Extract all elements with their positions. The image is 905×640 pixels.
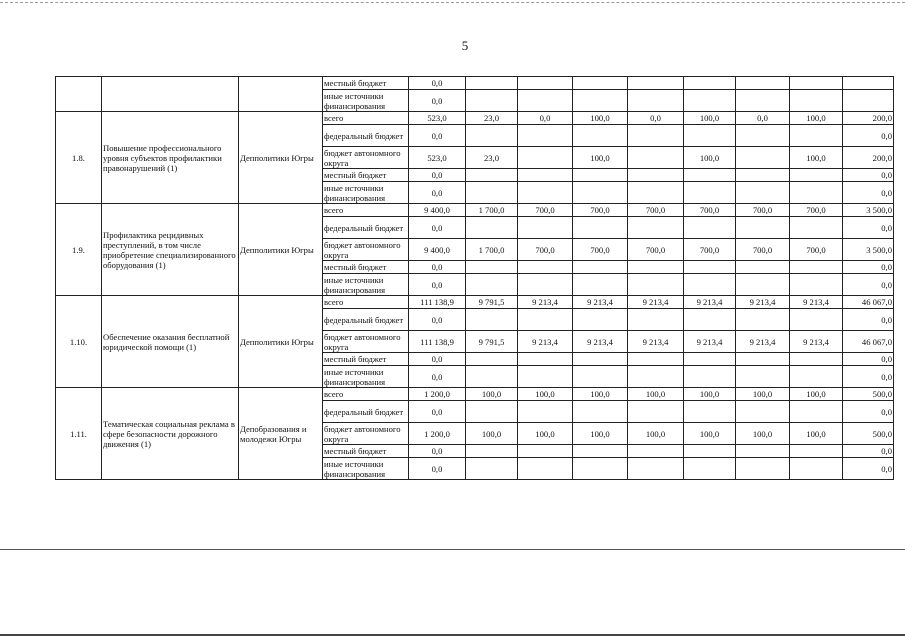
value-cell [628,125,684,147]
value-cell: 100,0 [628,388,684,401]
value-cell [573,274,628,296]
value-cell: 700,0 [684,239,736,261]
value-cell [684,261,736,274]
source-cell: иные источники финансирования [323,458,409,480]
responsible-executor: Депполитики Югры [239,112,323,204]
source-cell: всего [323,296,409,309]
value-cell [466,182,518,204]
value-cell [518,90,573,112]
total-cell: 0,0 [843,353,894,366]
value-cell [790,182,843,204]
value-cell [736,445,790,458]
value-cell [518,274,573,296]
value-cell [684,125,736,147]
value-cell: 0,0 [409,353,466,366]
name-cell [102,77,239,112]
value-cell [628,309,684,331]
table-body [56,77,894,480]
scan-artifact-line [0,549,905,550]
value-cell: 523,0 [409,112,466,125]
value-cell: 100,0 [518,388,573,401]
total-cell: 0,0 [843,217,894,239]
value-cell: 9 400,0 [409,204,466,217]
value-cell [518,147,573,169]
value-cell [466,77,518,90]
value-cell: 700,0 [518,239,573,261]
total-cell: 0,0 [843,445,894,458]
total-cell: 0,0 [843,261,894,274]
value-cell [736,90,790,112]
value-cell [573,90,628,112]
value-cell: 9 213,4 [684,296,736,309]
value-cell: 9 213,4 [573,331,628,353]
value-cell [684,217,736,239]
value-cell: 100,0 [736,423,790,445]
value-cell [790,401,843,423]
value-cell [466,125,518,147]
value-cell: 100,0 [790,147,843,169]
value-cell: 0,0 [409,309,466,331]
value-cell [684,182,736,204]
value-cell [518,261,573,274]
value-cell [628,77,684,90]
total-cell: 46 067,0 [843,331,894,353]
value-cell [736,169,790,182]
value-cell: 700,0 [573,204,628,217]
value-cell [573,169,628,182]
value-cell [466,217,518,239]
value-cell: 100,0 [573,112,628,125]
value-cell: 700,0 [790,239,843,261]
value-cell: 9 213,4 [790,296,843,309]
value-cell: 0,0 [409,182,466,204]
value-cell [518,366,573,388]
value-cell [790,90,843,112]
value-cell: 0,0 [409,90,466,112]
value-cell: 100,0 [790,388,843,401]
value-cell: 23,0 [466,147,518,169]
item-number: 1.11. [56,388,102,480]
value-cell [790,445,843,458]
value-cell: 100,0 [573,423,628,445]
source-cell: всего [323,388,409,401]
value-cell [843,77,894,90]
responsible-cell [239,77,323,112]
value-cell [518,169,573,182]
value-cell [573,401,628,423]
value-cell [573,217,628,239]
value-cell: 700,0 [628,204,684,217]
value-cell [684,274,736,296]
value-cell: 1 700,0 [466,204,518,217]
total-cell: 0,0 [843,182,894,204]
measure-name: Обеспечение оказания бесплатной юридической помощи (1) [102,296,239,388]
value-cell [573,261,628,274]
value-cell: 100,0 [684,112,736,125]
value-cell [573,309,628,331]
value-cell: 0,0 [409,77,466,90]
value-cell: 9 213,4 [790,331,843,353]
value-cell: 700,0 [684,204,736,217]
value-cell: 0,0 [409,169,466,182]
value-cell [628,366,684,388]
value-cell: 100,0 [736,388,790,401]
total-cell: 46 067,0 [843,296,894,309]
value-cell: 1 700,0 [466,239,518,261]
top-scan-rule [0,2,905,3]
value-cell [790,366,843,388]
value-cell [684,458,736,480]
value-cell [628,90,684,112]
value-cell: 111 138,9 [409,331,466,353]
value-cell [518,309,573,331]
value-cell [466,261,518,274]
value-cell: 9 791,5 [466,296,518,309]
source-cell: всего [323,112,409,125]
value-cell [573,366,628,388]
value-cell: 9 213,4 [518,331,573,353]
value-cell: 700,0 [628,239,684,261]
source-cell: иные источники финансирования [323,90,409,112]
source-cell: местный бюджет [323,169,409,182]
value-cell: 100,0 [684,423,736,445]
value-cell [518,182,573,204]
value-cell [790,125,843,147]
value-cell [736,147,790,169]
value-cell [466,169,518,182]
measure-name: Профилактика рецидивных преступлений, в том числе приобретение специализированного оборудования (1) [102,204,239,296]
value-cell: 0,0 [409,366,466,388]
source-cell: иные источники финансирования [323,274,409,296]
responsible-executor: Депполитики Югры [239,296,323,388]
value-cell [518,125,573,147]
total-cell: 0,0 [843,401,894,423]
value-cell [628,274,684,296]
value-cell: 9 213,4 [518,296,573,309]
value-cell: 100,0 [790,112,843,125]
value-cell [790,217,843,239]
value-cell: 523,0 [409,147,466,169]
value-cell [790,261,843,274]
source-cell: бюджет автономного округа [323,147,409,169]
item-number: 1.10. [56,296,102,388]
value-cell [573,445,628,458]
value-cell [573,458,628,480]
value-cell [628,217,684,239]
value-cell [628,401,684,423]
value-cell [628,261,684,274]
value-cell [684,77,736,90]
number-cell [56,77,102,112]
total-cell: 0,0 [843,169,894,182]
value-cell: 700,0 [736,239,790,261]
table-row [56,388,894,401]
value-cell [466,274,518,296]
total-cell: 0,0 [843,309,894,331]
value-cell [628,458,684,480]
source-cell: местный бюджет [323,261,409,274]
value-cell [790,77,843,90]
source-cell: федеральный бюджет [323,217,409,239]
value-cell [466,309,518,331]
value-cell: 9 213,4 [684,331,736,353]
value-cell [736,125,790,147]
value-cell: 100,0 [466,423,518,445]
bottom-scan-rule [0,634,905,636]
value-cell [790,458,843,480]
source-cell: федеральный бюджет [323,401,409,423]
value-cell [628,353,684,366]
source-cell: иные источники финансирования [323,182,409,204]
value-cell [684,169,736,182]
value-cell [843,90,894,112]
value-cell: 100,0 [573,147,628,169]
table-row [56,296,894,309]
value-cell [628,169,684,182]
total-cell: 200,0 [843,112,894,125]
value-cell: 700,0 [790,204,843,217]
source-cell: бюджет автономного округа [323,239,409,261]
source-cell: местный бюджет [323,445,409,458]
value-cell [466,353,518,366]
table-row [56,204,894,217]
value-cell: 9 213,4 [628,296,684,309]
value-cell: 1 200,0 [409,388,466,401]
value-cell [573,353,628,366]
value-cell [736,274,790,296]
value-cell [573,77,628,90]
total-cell: 3 500,0 [843,239,894,261]
value-cell [466,458,518,480]
total-cell: 0,0 [843,274,894,296]
value-cell [684,90,736,112]
value-cell: 100,0 [790,423,843,445]
item-number: 1.9. [56,204,102,296]
value-cell [684,366,736,388]
value-cell: 0,0 [409,401,466,423]
value-cell: 9 213,4 [736,331,790,353]
total-cell: 0,0 [843,125,894,147]
table-row [56,77,894,90]
total-cell: 500,0 [843,423,894,445]
value-cell [518,217,573,239]
financing-table [55,76,894,480]
item-number: 1.8. [56,112,102,204]
value-cell: 9 213,4 [736,296,790,309]
value-cell [790,169,843,182]
source-cell: всего [323,204,409,217]
value-cell [790,309,843,331]
value-cell: 100,0 [573,388,628,401]
source-cell: федеральный бюджет [323,309,409,331]
value-cell: 0,0 [409,458,466,480]
value-cell [736,458,790,480]
value-cell: 9 791,5 [466,331,518,353]
value-cell: 100,0 [466,388,518,401]
value-cell: 0,0 [409,445,466,458]
value-cell: 100,0 [518,423,573,445]
value-cell [628,182,684,204]
value-cell [736,182,790,204]
source-cell: местный бюджет [323,353,409,366]
value-cell: 100,0 [628,423,684,445]
value-cell: 0,0 [628,112,684,125]
total-cell: 3 500,0 [843,204,894,217]
source-cell: местный бюджет [323,77,409,90]
value-cell [518,445,573,458]
value-cell: 700,0 [518,204,573,217]
value-cell: 23,0 [466,112,518,125]
value-cell: 9 400,0 [409,239,466,261]
responsible-executor: Депобразования и молодежи Югры [239,388,323,480]
value-cell: 700,0 [736,204,790,217]
value-cell [684,401,736,423]
total-cell: 0,0 [843,366,894,388]
value-cell [518,77,573,90]
value-cell [684,309,736,331]
source-cell: иные источники финансирования [323,366,409,388]
measure-name: Повышение профессионального уровня субъектов профилактики правонарушений (1) [102,112,239,204]
value-cell [736,309,790,331]
value-cell: 9 213,4 [628,331,684,353]
value-cell: 700,0 [573,239,628,261]
value-cell: 1 200,0 [409,423,466,445]
value-cell [466,445,518,458]
value-cell: 0,0 [518,112,573,125]
value-cell [628,147,684,169]
value-cell: 0,0 [736,112,790,125]
value-cell [518,353,573,366]
source-cell: бюджет автономного округа [323,331,409,353]
value-cell: 100,0 [684,147,736,169]
value-cell [466,401,518,423]
value-cell [736,353,790,366]
page-number: 5 [461,38,469,53]
value-cell [518,458,573,480]
value-cell [684,353,736,366]
value-cell [736,261,790,274]
value-cell: 0,0 [409,125,466,147]
value-cell: 0,0 [409,217,466,239]
value-cell [736,366,790,388]
value-cell [518,401,573,423]
value-cell [790,353,843,366]
value-cell [790,274,843,296]
value-cell [736,77,790,90]
total-cell: 500,0 [843,388,894,401]
value-cell [466,366,518,388]
value-cell [736,401,790,423]
value-cell: 111 138,9 [409,296,466,309]
value-cell [573,182,628,204]
value-cell [573,125,628,147]
total-cell: 0,0 [843,458,894,480]
total-cell: 200,0 [843,147,894,169]
value-cell: 9 213,4 [573,296,628,309]
value-cell: 100,0 [684,388,736,401]
responsible-executor: Депполитики Югры [239,204,323,296]
value-cell: 0,0 [409,274,466,296]
source-cell: бюджет автономного округа [323,423,409,445]
value-cell [466,90,518,112]
value-cell: 0,0 [409,261,466,274]
value-cell [628,445,684,458]
measure-name: Тематическая социальная реклама в сфере безопасности дорожного движения (1) [102,388,239,480]
value-cell [736,217,790,239]
table-row [56,112,894,125]
source-cell: федеральный бюджет [323,125,409,147]
value-cell [684,445,736,458]
